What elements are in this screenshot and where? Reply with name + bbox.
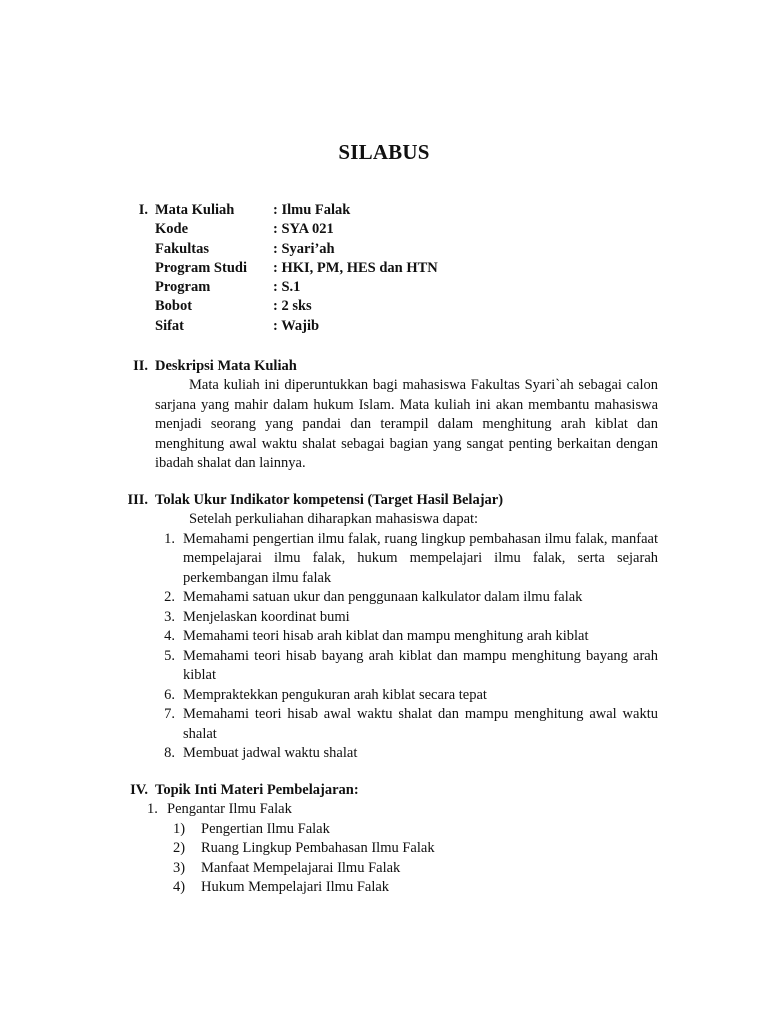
subtopic-item — [173, 839, 658, 859]
list-item-text: Memahami teori hisab awal waktu shalat dan mampu menghitung awal waktu shalat — [183, 706, 658, 742]
list-item-text: Memahami satuan ukur dan penggunaan kalkulator dalam ilmu falak — [183, 589, 583, 605]
info-row — [155, 201, 658, 220]
section-heading: Topik Inti Materi Pembelajaran: — [155, 782, 359, 798]
topic-item — [147, 800, 658, 820]
list-item — [155, 608, 658, 628]
competency-list — [155, 530, 658, 764]
info-label: Mata Kuliah — [155, 202, 235, 218]
section-heading: Tolak Ukur Indikator kompetensi (Target Hasil Belajar) — [155, 492, 504, 508]
list-item-text: Memahami teori hisab bayang arah kiblat dan mampu menghitung bayang arah kiblat — [183, 647, 658, 683]
list-item-number: 5. — [164, 647, 175, 664]
subtopic-text: Hukum Mempelajari Ilmu Falak — [201, 879, 390, 895]
section-number: II. — [133, 358, 148, 374]
list-item-text: Menjelaskan koordinat bumi — [183, 608, 350, 625]
subtopic-number: 2) — [173, 840, 186, 856]
subtopic-list — [173, 820, 658, 898]
list-item — [155, 588, 658, 608]
info-value: : Ilmu Falak — [273, 202, 351, 218]
info-row — [155, 278, 658, 297]
info-value: : SYA 021 — [273, 221, 334, 238]
info-row — [155, 240, 658, 259]
list-item — [155, 530, 658, 589]
competency-intro: Setelah perkuliahan diharapkan mahasiswa dapat: — [189, 511, 479, 527]
list-item-number: 6. — [164, 686, 175, 703]
subtopic-text: Pengertian Ilmu Falak — [201, 820, 330, 837]
section-number: IV. — [130, 782, 148, 798]
list-item-number: 3. — [164, 608, 175, 625]
list-item — [155, 647, 658, 686]
course-info-table — [155, 201, 658, 336]
description-paragraph: Mata kuliah ini diperuntukkan bagi mahasiswa Fakultas Syari`ah sebagai calon sarjana yang mahir dalam hukum Islam. Mata kuliah ini akan membantu mahasiswa menjadi seorang yang pandai dan terampil dalam menghitung arah kiblat dan menghitung awal waktu shalat sebagai bagian yang sangat penting berkaitan dengan ibadah shalat dan lainnya. — [155, 377, 658, 471]
info-label: Fakultas — [155, 240, 209, 257]
list-item-number: 1. — [164, 530, 175, 547]
info-label: Kode — [155, 221, 189, 238]
list-item — [155, 705, 658, 744]
section-number: III. — [127, 492, 148, 508]
section-course-info — [110, 201, 658, 336]
info-value: : Syari’ah — [273, 240, 335, 257]
section-topics — [110, 780, 658, 898]
topic-list — [147, 800, 658, 898]
topic-text: Pengantar Ilmu Falak — [167, 801, 292, 817]
info-row — [155, 220, 658, 239]
section-description — [110, 356, 658, 474]
subtopic-text: Ruang Lingkup Pembahasan Ilmu Falak — [201, 840, 435, 856]
list-item-number: 4. — [164, 628, 175, 644]
info-value: : HKI, PM, HES dan HTN — [273, 259, 438, 276]
list-item-number: 7. — [164, 706, 175, 722]
info-label: Program — [155, 279, 211, 296]
section-number: I. — [138, 202, 148, 218]
list-item-number: 8. — [164, 745, 175, 761]
list-item-text: Membuat jadwal waktu shalat — [183, 745, 358, 761]
info-value: : 2 sks — [273, 298, 312, 315]
list-item-text: Memahami teori hisab arah kiblat dan mampu menghitung arah kiblat — [183, 628, 589, 644]
subtopic-item — [173, 859, 658, 879]
subtopic-item — [173, 878, 658, 898]
list-item — [155, 744, 658, 764]
section-competency — [110, 490, 658, 764]
subtopic-number: 3) — [173, 859, 186, 876]
info-label: Bobot — [155, 298, 193, 315]
topic-number: 1. — [147, 801, 158, 817]
info-row — [155, 317, 658, 336]
document-title: SILABUS — [338, 140, 430, 164]
info-row — [155, 259, 658, 278]
section-heading: Deskripsi Mata Kuliah — [155, 358, 297, 374]
list-item-number: 2. — [164, 589, 175, 605]
info-row — [155, 297, 658, 316]
list-item-text: Memahami pengertian ilmu falak, ruang lingkup pembahasan ilmu falak, manfaat mempelajarai ilmu falak, hukum mempelajari ilmu falak, serta sejarah perkembangan ilmu falak — [183, 530, 658, 586]
subtopic-number: 4) — [173, 879, 186, 895]
list-item-text: Mempraktekkan pengukuran arah kiblat secara tepat — [183, 686, 487, 703]
info-label: Sifat — [155, 317, 184, 334]
subtopic-text: Manfaat Mempelajarai Ilmu Falak — [201, 859, 401, 876]
subtopic-number: 1) — [173, 820, 186, 837]
subtopic-item — [173, 820, 658, 840]
list-item — [155, 627, 658, 647]
info-value: : S.1 — [273, 279, 301, 296]
info-label: Program Studi — [155, 259, 247, 276]
info-value: : Wajib — [273, 317, 320, 334]
list-item — [155, 686, 658, 706]
